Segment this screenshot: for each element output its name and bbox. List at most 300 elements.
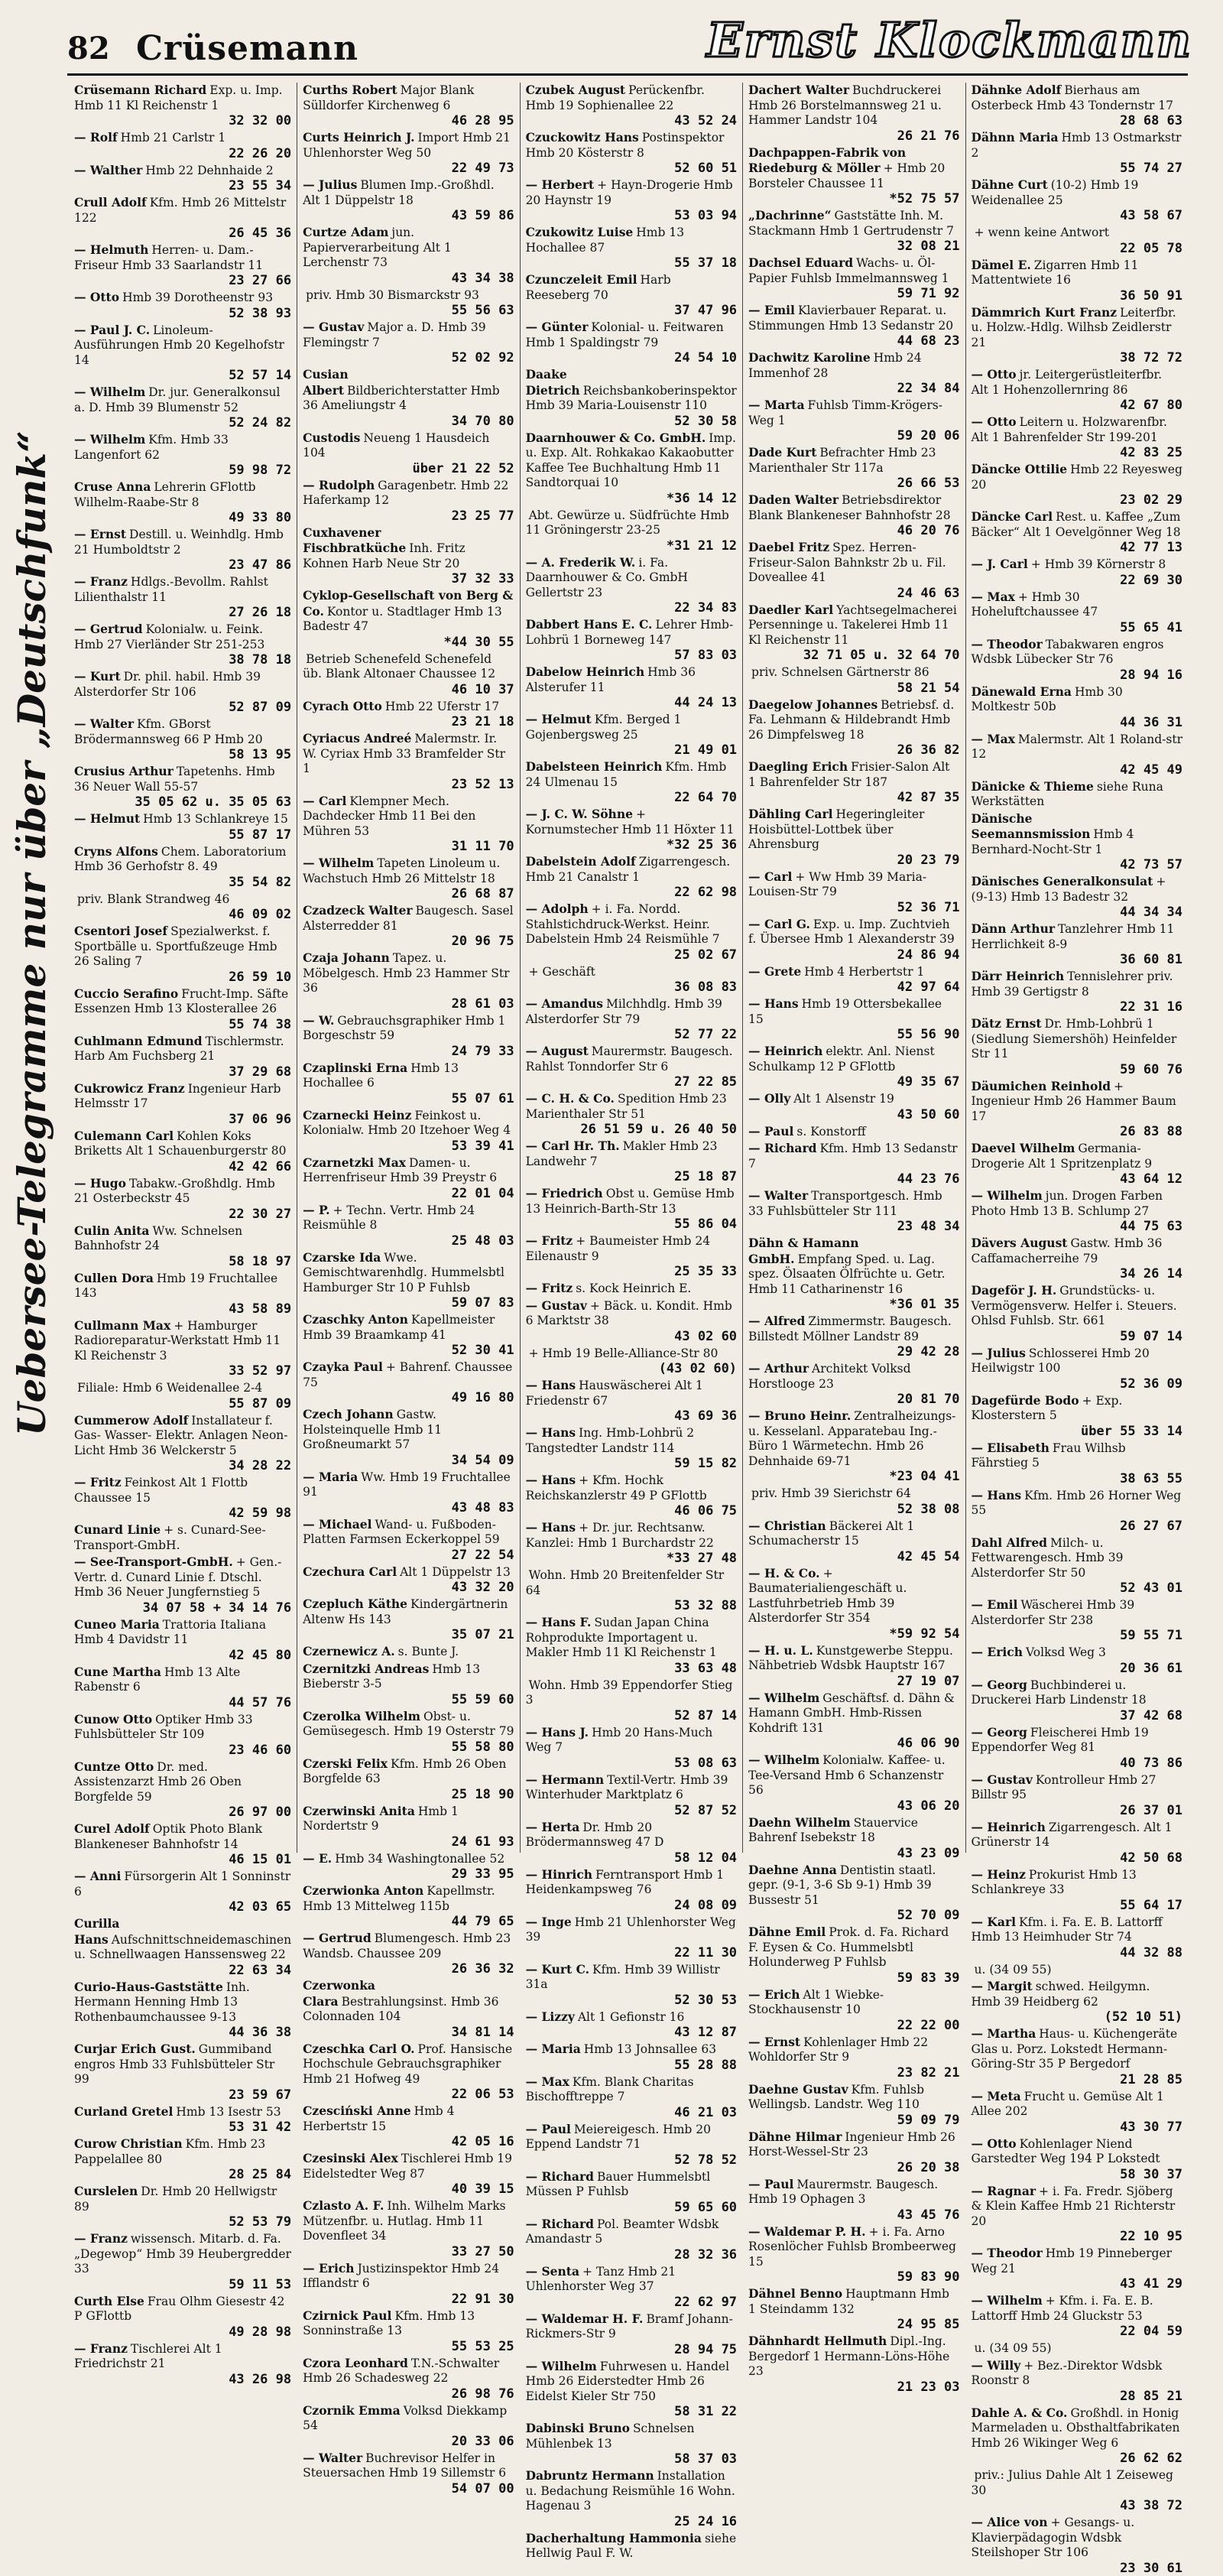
directory-entry	[748, 145, 959, 207]
entry-phone: 55 74 38	[229, 1016, 292, 1032]
entry-name: — Christian	[748, 1518, 826, 1533]
entry-phone: 52 87 09	[229, 700, 292, 715]
directory-entry	[303, 1644, 514, 1660]
entry-phone: *31 21 12	[666, 538, 738, 554]
entry-details: Reichsbankoberinspektor Hmb 39 Maria-Louisenstr 110	[525, 383, 737, 412]
entry-details: Abt. Gewürze u. Südfrüchte Hmb 11 Gröningerstr 23-25	[525, 508, 729, 537]
entry-phone: 43 48 83	[451, 1499, 514, 1515]
directory-entry	[972, 684, 1182, 730]
entry-phone: 43 64 12	[1120, 1171, 1183, 1187]
directory-entry	[303, 1564, 514, 1596]
entry-phone: 43 02 60	[674, 1328, 738, 1344]
entry-name: Czarske Ida	[303, 1249, 381, 1265]
entry-details: Kfm. Fuhlsb Wellingsb. Landstr. Weg 110	[748, 2082, 925, 2111]
directory-entry	[74, 527, 291, 573]
entry-name: — Max	[525, 2074, 569, 2089]
entry-phone: 24 54 10	[674, 350, 738, 365]
entry-name: Dähn & Hamann GmbH.	[748, 1236, 859, 1266]
entry-phone: 52 87 14	[674, 1707, 738, 1723]
entry-name: Cullen Dora	[74, 1270, 154, 1285]
directory-entry	[74, 1869, 291, 1915]
entry-name: Dahle A. & Co.	[971, 2405, 1068, 2420]
entry-phone: 52 60 51	[674, 161, 738, 176]
entry-phone: 36 60 81	[1120, 952, 1183, 967]
entry-name: — Erich	[303, 2260, 355, 2276]
entry-name: — Julius	[303, 177, 358, 192]
entry-phone: 28 32 36	[674, 2246, 738, 2263]
entry-name: — Wilhelm	[303, 856, 375, 870]
entry-details: Befrachter Hmb 23 Marienthaler Str 117a	[748, 446, 936, 475]
entry-name: Dänisches Generalkonsulat	[971, 874, 1153, 888]
entry-details: Zigarrengesch. Hmb 21 Canalstr 1	[525, 855, 731, 884]
entry-phone: 53 08 63	[674, 1755, 738, 1771]
entry-name: — Otto	[74, 290, 120, 304]
directory-entry	[526, 2359, 737, 2420]
directory-entry	[972, 1535, 1182, 1597]
entry-details: Kohlenlager Hmb 22 Wohldorfer Str 9	[748, 2035, 929, 2064]
directory-entry	[972, 2467, 1182, 2513]
entry-details: Architekt Volksd Horstlooge 23	[748, 1362, 911, 1391]
entry-details: Leiterfbr. u. Holzw.-Hdlg. Wilhsb Zeidlerstr 21	[971, 305, 1176, 349]
directory-entry	[303, 1312, 514, 1358]
entry-phone: 43 32 20	[451, 1580, 514, 1595]
entry-name: — Inge	[525, 1914, 572, 1929]
entry-details: priv. Schnelsen Gärtnerstr 86	[751, 665, 929, 679]
directory-entry	[748, 869, 959, 915]
entry-phone: 26 83 88	[1120, 1124, 1183, 1139]
entry-name: Curts Heinrich J.	[303, 130, 415, 145]
entry-name: — Gustav	[525, 1298, 587, 1313]
entry-name: Curjar Erich Gust.	[74, 2042, 196, 2056]
entry-name: Czornik Emma	[303, 2402, 401, 2418]
entry-details: Ww. Hmb 19 Fruchtallee 91	[303, 1470, 511, 1499]
entry-details: Tabakw.-Großhdlg. Hmb 21 Osterbeckstr 45	[74, 1176, 275, 1205]
directory-entry	[972, 2515, 1182, 2576]
entry-phone: 22 31 16	[1120, 999, 1183, 1015]
entry-details: Bierhaus am Osterbeck Hmb 43 Tondernstr 17	[971, 83, 1173, 112]
entry-phone: 34 54 09	[451, 1452, 514, 1468]
directory-entry	[74, 2231, 291, 2292]
entry-details: Obst- u. Gemüsegesch. Hmb 19 Osterstr 79	[303, 1709, 514, 1738]
entry-phone: 59 07 83	[451, 1295, 514, 1311]
directory-entry	[972, 414, 1182, 460]
entry-phone: 24 08 09	[674, 1897, 738, 1913]
entry-details: Tischlerei Alt 1 Friedrichstr 21	[74, 2341, 222, 2370]
entry-phone: 22 01 04	[451, 1185, 514, 1201]
entry-details: + Exp. Klosterstern 5	[971, 1393, 1123, 1422]
directory-entry	[748, 1925, 959, 1986]
directory-entry	[526, 2311, 737, 2357]
entry-name: Dänische Seemannsmission	[971, 810, 1091, 841]
directory-entry	[748, 208, 959, 254]
directory-entry	[972, 1441, 1182, 1486]
entry-name: Cyrach Otto	[303, 698, 382, 713]
entry-name: — Hans	[525, 1425, 576, 1440]
entry-details: Imp. u. Exp. Alt. Rohkakao Kakaobutter Kaffee Tee Buchhaltung Hmb 11 Sandtorquai 10	[525, 430, 736, 489]
entry-name: Culemann Carl	[74, 1128, 174, 1143]
entry-details: Hauptmann Hmb 1 Steindamm 132	[748, 2287, 949, 2316]
entry-details: Dipl.-Ing. Bergedorf 1 Hermann-Löns-Höhe 23	[748, 2334, 950, 2378]
entry-details: Major a. D. Hmb 39 Flemingstr 7	[303, 320, 486, 349]
entry-phone: (43 02 60)	[658, 1361, 738, 1376]
entry-name: Czesciński Anne	[303, 2103, 411, 2118]
entry-phone: 43 45 76	[897, 2207, 960, 2223]
entry-name: — Hans	[971, 1487, 1022, 1502]
directory-entry	[303, 2308, 514, 2354]
entry-details: Hmb 22 Uferstr 17	[384, 699, 500, 713]
entry-details: Exp. u. Imp. Zuchtvieh f. Übersee Hmb 1 Alexanderstr 39	[748, 917, 955, 946]
entry-details: Kfm. i. Fa. E. B. Lattorff Hmb 13 Heimhuder Str 74	[971, 1915, 1163, 1944]
side-advertisement	[8, 367, 55, 1499]
directory-entry	[526, 1425, 737, 1471]
entry-details: Kfm. Hmb 33 Langenfort 62	[74, 433, 229, 462]
entry-details: + Hmb 39 Körnerstr 8	[1030, 557, 1166, 571]
entry-name: — Wilhelm	[971, 2293, 1043, 2308]
directory-entry	[972, 921, 1182, 967]
entry-phone: 37 06 96	[229, 1111, 292, 1127]
entry-phone: 22 49 73	[451, 161, 514, 176]
entry-phone: 44 57 76	[229, 1694, 292, 1710]
entry-phone: 22 11 30	[674, 1944, 738, 1960]
entry-details: Inh. Hermann Henning Hmb 13 Rothenbaumchaussee 9-13	[74, 1980, 250, 2024]
entry-details: Rest. u. Kaffee „Zum Bäcker“ Alt 1 Oevelgönner Weg 18	[971, 510, 1181, 539]
entry-phone: 58 37 03	[674, 2451, 738, 2467]
entry-phone: 52 36 09	[1120, 1376, 1183, 1392]
entry-phone: 42 45 49	[1120, 762, 1183, 778]
entry-details: Hmb 22 Reyesweg 20	[971, 463, 1182, 492]
entry-phone: 52 57 14	[229, 368, 292, 383]
entry-name: — Maria	[303, 1469, 358, 1484]
entry-name: Czunczeleit Emil	[525, 272, 637, 287]
entry-name: Cukrowicz Franz	[74, 1080, 185, 1096]
entry-details: Kfm. Hmb 13 Sedanstr 7	[748, 1142, 958, 1171]
entry-phone: 42 59 98	[229, 1506, 292, 1521]
directory-entry	[74, 2341, 291, 2387]
entry-phone: 58 18 97	[229, 1253, 292, 1269]
entry-name: — Hans	[525, 1378, 576, 1392]
entry-details: + wenn keine Antwort	[974, 226, 1110, 239]
entry-details: + Kfm. i. Fa. E. B. Lattorff Hmb 24 Gluckstr 53	[971, 2294, 1153, 2323]
entry-name: Dähne Emil	[748, 1925, 826, 1939]
entry-details: Hmb 21 Carlstr 1	[120, 131, 226, 145]
entry-details: Chem. Laboratorium Hmb 36 Gerhofstr 8. 49	[74, 844, 287, 873]
entry-name: — Wilhelm	[525, 2358, 597, 2373]
directory-entry	[972, 1678, 1182, 1723]
directory-entry	[303, 1203, 514, 1249]
directory-entry	[303, 1155, 514, 1201]
entry-name: — H. u. L.	[748, 1642, 813, 1658]
entry-details: Fuhlsb Timm-Krögers-Weg 1	[748, 398, 942, 427]
entry-details: Perückenfbr. Hmb 19 Sophienallee 22	[525, 83, 705, 112]
entry-details: Hmb 13 Bieberstr 3-5	[303, 1662, 481, 1691]
directory-entry	[74, 323, 291, 384]
entry-details: Haus- u. Küchengeräte Glas u. Porz. Lokstedt Hermann-Göring-Str 35 P Bergedorf	[971, 2027, 1178, 2071]
directory-entry	[74, 242, 291, 288]
directory-entry	[748, 964, 959, 996]
entry-name: — Otto	[971, 367, 1017, 382]
entry-phone: 43 06 20	[897, 1798, 960, 1814]
entry-phone: 55 58 80	[451, 1739, 514, 1755]
entry-phone: *33 27 48	[666, 1551, 738, 1566]
directory-entry	[303, 856, 514, 901]
entry-details: Prok. d. Fa. Richard F. Eysen & Co. Hummelsbtl Holunderweg P Fuhlsb	[748, 1925, 949, 1969]
entry-phone: 37 32 33	[451, 571, 514, 586]
entry-name: — Max	[971, 731, 1015, 746]
entry-name: Dachert Walter	[748, 83, 850, 97]
directory-entry	[303, 430, 514, 476]
directory-entry	[74, 1176, 291, 1222]
entry-details: Tapeten Linoleum u. Wachstuch Hmb 26 Mittelstr 18	[303, 856, 501, 885]
directory-entry	[972, 2184, 1182, 2245]
directory-entry	[972, 732, 1182, 778]
entry-name: Czerwonka Clara	[303, 1978, 375, 2009]
entry-details: Hauswäscherei Alt 1 Friedenstr 67	[525, 1379, 703, 1408]
entry-phone: 20 23 79	[897, 852, 960, 868]
directory-entry	[748, 398, 959, 443]
page-header	[0, 0, 1223, 76]
entry-name: — Ernst	[748, 2034, 801, 2049]
entry-name: — Heinrich	[971, 1819, 1046, 1834]
entry-name: Daedler Karl	[748, 602, 834, 617]
entry-name: — Gertrud	[74, 622, 143, 636]
entry-details: + Kornumstecher Hmb 11 Höxter 11	[525, 807, 735, 836]
entry-details: + Hmb 19 Belle-Alliance-Str 80	[528, 1346, 719, 1360]
directory-entry	[526, 759, 737, 805]
directory-entry	[303, 651, 514, 697]
directory-column	[965, 83, 1188, 2576]
entry-phone: 35 54 82	[229, 874, 292, 890]
entry-phone: 43 26 98	[229, 2371, 292, 2387]
entry-details: Schlosserei Hmb 20 Heilwigstr 100	[971, 1346, 1150, 1375]
entry-details: Dentistin staatl. gepr. (9-1, 3-6 Sb 9-1) Hmb 39 Bussestr 51	[748, 1863, 936, 1907]
entry-phone: *36 14 12	[666, 490, 738, 506]
entry-phone: 59 98 72	[229, 463, 292, 478]
entry-name: — Wilhelm	[748, 1690, 820, 1705]
entry-phone: 46 20 76	[897, 523, 960, 538]
entry-phone: 52 78 52	[674, 2152, 738, 2168]
entry-details: Prof. Hansische Hochschule Gebrauchsgraphiker Hmb 21 Hofweg 49	[303, 2042, 513, 2086]
directory-entry	[526, 1567, 737, 1613]
entry-name: Dätz Ernst	[971, 1016, 1042, 1031]
entry-details: Dr. Hmb-Lohbrü 1 (Siedlung Siemershöh) Heinfelder Str 11	[971, 1017, 1177, 1061]
entry-name: Cryns Alfons	[74, 843, 158, 859]
entry-details: Empfang Sped. u. Lag. spez. Ölsaaten Ölfrüchte u. Getr. Hmb 11 Catharinenstr 16	[748, 1252, 946, 1296]
directory-entry	[303, 1662, 514, 1707]
entry-phone: 52 30 58	[674, 413, 738, 429]
directory-entry	[748, 1141, 959, 1187]
entry-phone: 38 63 55	[1120, 1470, 1183, 1486]
entry-name: Dähnel Benno	[748, 2286, 843, 2301]
entry-name: — Paul	[525, 2121, 571, 2136]
directory-entry	[74, 2184, 291, 2230]
entry-name: Curths Robert	[303, 83, 397, 97]
entry-phone: 53 03 94	[674, 208, 738, 223]
entry-name: — C. H. & Co.	[525, 1091, 615, 1106]
directory-entry	[74, 1413, 291, 1474]
directory-entry	[972, 2405, 1182, 2467]
entry-details: Bestrahlungsinst. Hmb 36 Colonnaden 104	[303, 1994, 499, 2023]
directory-entry	[74, 1223, 291, 1269]
entry-name: Daegling Erich	[748, 759, 848, 774]
directory-entry	[526, 1378, 737, 1424]
entry-phone: 42 97 64	[897, 979, 960, 995]
directory-entry	[303, 1359, 514, 1405]
directory-entry	[526, 2169, 737, 2215]
entry-phone: 58 31 22	[674, 2404, 738, 2419]
entry-phone: 34 70 80	[451, 413, 514, 429]
entry-phone: 22 30 27	[229, 1206, 292, 1222]
entry-details: + Hayn-Drogerie Hmb 20 Haynstr 19	[525, 178, 733, 207]
entry-phone: 33 52 97	[229, 1363, 292, 1379]
entry-details: Dr. Hmb 20 Hellwigstr 89	[74, 2185, 277, 2214]
entry-details: Hmb 4 Bernhard-Nocht-Str 1	[971, 827, 1134, 856]
entry-name: Dabelsteen Heinrich	[525, 759, 663, 774]
directory-entry	[74, 479, 291, 525]
entry-name: — Arthur	[748, 1361, 809, 1376]
entry-phone: 49 16 80	[451, 1390, 514, 1405]
entry-name: — Walter	[74, 716, 135, 731]
directory-entry	[74, 1821, 291, 1867]
entry-name: Culin Anita	[74, 1223, 150, 1238]
entry-name: — Herta	[525, 1819, 580, 1834]
entry-name: Curth Else	[74, 2293, 144, 2308]
entry-details: Volksd Diekkamp 54	[303, 2403, 508, 2432]
directory-entry	[526, 2217, 737, 2263]
directory-entry	[748, 1188, 959, 1234]
entry-name: — J. C. W. Söhne	[525, 807, 633, 821]
entry-details: Kfm. GBorst Brödermannsweg 66 P Hmb 20	[74, 717, 263, 746]
directory-entry	[972, 811, 1182, 873]
entry-name: „Dachrinne“	[748, 208, 832, 223]
directory-entry	[972, 1188, 1182, 1234]
directory-entry	[972, 509, 1182, 555]
entry-phone: 23 02 29	[1120, 492, 1183, 508]
entry-details: Betrieb Schenefeld Schenefeld üb. Blank Altonaer Chaussee 12	[303, 651, 496, 681]
entry-name: Daehne Gustav	[748, 2081, 848, 2097]
entry-phone: 44 23 76	[897, 1171, 960, 1187]
entry-details: Gastw. Hmb 36 Caffamacherreihe 79	[971, 1236, 1163, 1265]
entry-name: Daarnhouwer & Co. GmbH.	[525, 430, 706, 445]
entry-phone: 26 59 10	[229, 969, 292, 985]
entry-name: — Paul J. C.	[74, 322, 151, 337]
entry-name: Dabelow Heinrich	[525, 664, 645, 679]
entry-phone: 46 21 03	[674, 2104, 738, 2120]
entry-name: — Meta	[971, 2088, 1021, 2103]
entry-phone: 28 94 16	[1120, 667, 1183, 683]
entry-name: Dävers August	[971, 1236, 1068, 1250]
entry-name: — Julius	[971, 1345, 1026, 1360]
entry-details: Feinkost u. Kolonialw. Hmb 20 Itzehoer Weg 4	[303, 1108, 511, 1137]
entry-phone: 59 09 79	[897, 2112, 960, 2128]
entry-phone: 59 83 90	[897, 2269, 960, 2285]
entry-name: — Marta	[748, 398, 805, 412]
entry-details: Trattoria Italiana Hmb 4 Davidstr 11	[74, 1617, 267, 1646]
entry-details: (10-2) Hmb 19 Weidenallee 25	[971, 178, 1139, 207]
entry-name: Czaschky Anton	[303, 1312, 408, 1327]
directory-entry	[74, 1980, 291, 2041]
entry-phone: 34 81 14	[451, 2024, 514, 2040]
entry-name: — Michael	[303, 1516, 372, 1532]
entry-details: + Ww Hmb 39 Maria-Louisen-Str 79	[748, 869, 927, 898]
directory-column	[69, 83, 297, 2387]
entry-name: Czernewicz A.	[303, 1644, 395, 1658]
directory-entry	[303, 1061, 514, 1106]
entry-phone: 27 26 18	[229, 605, 292, 620]
entry-phone: *59 92 54	[889, 1626, 960, 1642]
directory-entry	[972, 1393, 1182, 1439]
entry-phone: 25 48 03	[451, 1233, 514, 1249]
entry-phone: 46 09 02	[229, 907, 292, 922]
entry-details: Frau Olhm Giesestr 42 P GFlottb	[74, 2294, 285, 2323]
entry-details: Alt 1 Alsenstr 19	[793, 1092, 894, 1106]
entry-name: — Friedrich	[525, 1186, 603, 1200]
entry-phone: 43 50 60	[897, 1106, 960, 1122]
directory-entry	[748, 2177, 959, 2223]
entry-details: Kfm. Hmb 39 Willistr 31a	[525, 1962, 720, 1991]
entry-phone: 55 28 88	[674, 2057, 738, 2073]
entry-name: — Waldemar H. F.	[525, 2311, 644, 2326]
directory-column	[742, 83, 965, 2395]
entry-name: Czerski Felix	[303, 1756, 388, 1771]
entry-details: Bauer Hummelsbtl Müssen P Fuhlsb	[525, 2169, 711, 2198]
entry-phone: 57 83 03	[674, 648, 738, 663]
directory-entry	[303, 130, 514, 176]
entry-name: — Kurt C.	[525, 1961, 590, 1977]
entry-details: + Gen.-Vertr. d. Cunard Linie f. Dtschl. Hmb 36 Neuer Jungfernstieg 5	[74, 1555, 282, 1599]
directory-entry	[972, 1141, 1182, 1187]
entry-phone: 44 75 63	[1120, 1219, 1183, 1234]
directory-entry	[303, 83, 514, 128]
directory-entry	[303, 225, 514, 286]
directory-entry	[74, 163, 291, 194]
entry-details: Malermstr. Alt 1 Roland-str 12	[971, 732, 1182, 761]
entry-name: Dageför J. H.	[971, 1283, 1057, 1298]
entry-phone: 22 62 98	[674, 885, 738, 900]
directory-columns	[69, 83, 1188, 2576]
entry-name: Dähnn Maria	[971, 130, 1059, 145]
directory-entry	[972, 1867, 1182, 1913]
entry-phone: 23 59 67	[229, 2087, 292, 2103]
entry-phone: 22 63 34	[229, 1962, 292, 1978]
entry-phone: 21 28 85	[1120, 2071, 1183, 2087]
entry-details: Zigarrengesch. Alt 1 Grünerstr 14	[971, 1820, 1173, 1849]
entry-name: Daebel Fritz	[748, 540, 830, 554]
entry-name: — Adolph	[525, 901, 589, 916]
directory-entry	[303, 320, 514, 365]
entry-name: — Grete	[748, 963, 802, 979]
entry-name: Daehne Anna	[748, 1862, 837, 1877]
entry-phone: 55 87 17	[229, 827, 292, 843]
entry-name: — Alice von	[971, 2515, 1048, 2529]
entry-details: Import Hmb 21 Uhlenhorster Weg 50	[303, 131, 511, 160]
entry-name: — Bruno Heinr.	[748, 1408, 852, 1423]
directory-entry	[972, 2246, 1182, 2292]
entry-phone: 27 22 54	[451, 1547, 514, 1563]
entry-details: Hmb 13 Hochallee 87	[525, 226, 685, 255]
entry-phone: 20 33 06	[451, 2433, 514, 2449]
directory-entry	[303, 367, 514, 429]
directory-entry	[303, 2261, 514, 2307]
entry-phone: 22 06 53	[451, 2087, 514, 2102]
entry-phone: 37 29 68	[229, 1064, 292, 1080]
entry-name: — Fritz	[525, 1281, 573, 1295]
header-rule	[67, 73, 1188, 76]
entry-phone: 43 23 09	[897, 1845, 960, 1861]
directory-entry	[748, 2224, 959, 2285]
directory-entry	[748, 1753, 959, 1814]
entry-phone: 26 20 38	[897, 2159, 960, 2175]
entry-phone: 26 98 76	[451, 2386, 514, 2402]
